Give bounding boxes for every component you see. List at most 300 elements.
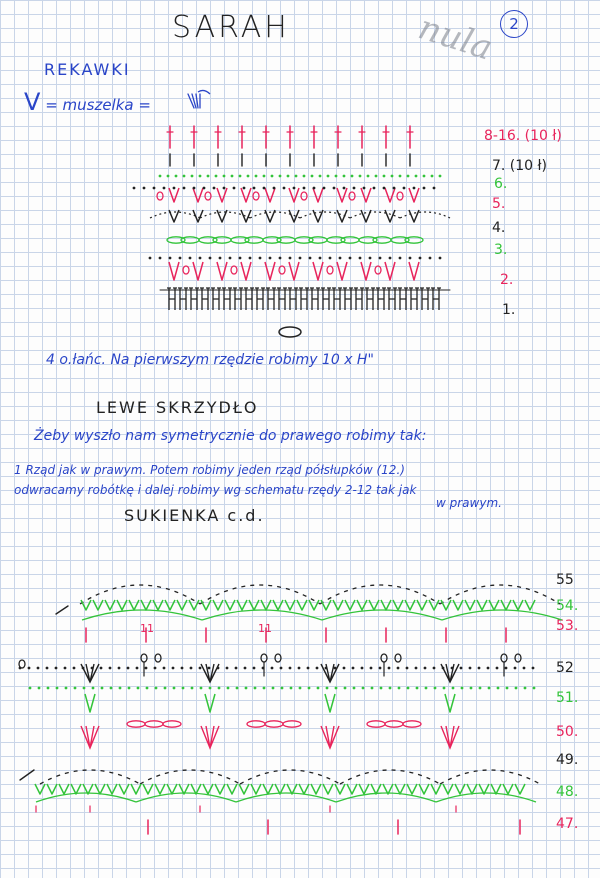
chain-dot [263, 187, 266, 190]
h-stitch [200, 288, 210, 310]
chain-dot [255, 175, 258, 178]
chain-loop [283, 721, 301, 727]
shell-v [203, 784, 213, 794]
shell-v [191, 784, 201, 794]
h-stitch [167, 288, 177, 310]
chain-dot [219, 257, 222, 260]
chain-dot [371, 687, 374, 690]
chain-dot [303, 175, 306, 178]
chain-loop [385, 721, 403, 727]
shell-v [169, 210, 179, 222]
shell-v [347, 784, 357, 794]
shell-fan [81, 726, 99, 748]
chain-dot [523, 667, 526, 670]
chain-dot [307, 667, 310, 670]
chain-dot [398, 687, 401, 690]
shell-v [393, 600, 403, 610]
chain-dot [433, 667, 436, 670]
chain-dot [514, 667, 517, 670]
chain-dot [317, 687, 320, 690]
chain-dot [236, 687, 239, 690]
chain-dot [532, 667, 535, 670]
chain-dot [407, 175, 410, 178]
picot [327, 266, 333, 274]
chain-dot [359, 175, 362, 178]
shell-v [285, 600, 295, 610]
chain-dot [434, 687, 437, 690]
chain-dot [497, 687, 500, 690]
shell-v [491, 784, 501, 794]
chain-dot [352, 667, 355, 670]
chain-dot [375, 175, 378, 178]
chain-loop [265, 721, 283, 727]
shell-v [85, 694, 95, 712]
shell-v [261, 600, 271, 610]
shell-v [241, 262, 251, 280]
chain-arc [440, 585, 560, 604]
chain-dot [199, 257, 202, 260]
chain-dot [249, 257, 252, 260]
picot [397, 192, 403, 200]
shell-v [105, 600, 115, 610]
chain-dot [409, 257, 412, 260]
shell-v [119, 784, 129, 794]
chain-dot [272, 687, 275, 690]
chain-dot [326, 687, 329, 690]
chain-dot [189, 257, 192, 260]
chain-dot [226, 667, 229, 670]
chain-arc [400, 212, 450, 218]
chain-dot [239, 257, 242, 260]
shell-v [299, 784, 309, 794]
shell-v [193, 262, 203, 280]
sleeve-row-label: 5. [492, 196, 506, 212]
chain-dot [213, 187, 216, 190]
chain-dot [167, 175, 170, 178]
chain-dot [351, 175, 354, 178]
chain-dot [190, 667, 193, 670]
chain-dot [223, 187, 226, 190]
shell-v [409, 262, 419, 280]
picot [279, 266, 285, 274]
shell-v [409, 210, 419, 222]
shell-v [323, 784, 333, 794]
shell-v [503, 784, 513, 794]
h-stitch [398, 288, 408, 310]
picot [19, 660, 25, 668]
shell-v [325, 694, 335, 712]
chain-dot [136, 667, 139, 670]
chain-arc [80, 585, 200, 604]
chain-dot [207, 175, 210, 178]
green-arc [236, 793, 336, 802]
shell-v [445, 694, 455, 712]
chain-dot [429, 257, 432, 260]
chain-dot [460, 667, 463, 670]
chain-dot [479, 687, 482, 690]
h-stitch [321, 288, 331, 310]
shell-v [467, 784, 477, 794]
h-stitch [365, 288, 375, 310]
chain-loop [163, 721, 181, 727]
picot [395, 654, 401, 662]
chain-dot [383, 175, 386, 178]
shell-v [407, 784, 417, 794]
chain-dot [424, 667, 427, 670]
legend-symbol: V [24, 88, 41, 116]
shell-v [337, 262, 347, 280]
shell-v [169, 262, 179, 280]
chain-dot [344, 687, 347, 690]
chain-dot [38, 687, 41, 690]
shell-v [143, 784, 153, 794]
chain-dot [287, 175, 290, 178]
h-stitch [310, 288, 320, 310]
shell-v [405, 600, 415, 610]
chain-dot [239, 175, 242, 178]
shell-v [345, 600, 355, 610]
chain-dot [327, 175, 330, 178]
chain-arc [440, 770, 540, 784]
chain-dot [333, 187, 336, 190]
h-stitch [244, 288, 254, 310]
chain-dot [423, 175, 426, 178]
green-arc [322, 610, 442, 620]
chain-dot [388, 667, 391, 670]
shell-v [321, 600, 331, 610]
chain-dot [164, 687, 167, 690]
sleeve-row-label: 1. [502, 302, 516, 318]
chain-dot [91, 667, 94, 670]
chain-dot [217, 667, 220, 670]
chain-dot [524, 687, 527, 690]
chain-dot [172, 667, 175, 670]
chain-dot [293, 187, 296, 190]
chain-dot [271, 175, 274, 178]
chain-dot [218, 687, 221, 690]
shell-v [419, 784, 429, 794]
chain-dot [335, 175, 338, 178]
shell-v [311, 784, 321, 794]
shell-v [155, 784, 165, 794]
shell-fan [201, 726, 219, 748]
chain-dot [29, 687, 32, 690]
chain-dot [200, 687, 203, 690]
shell-v [417, 600, 427, 610]
h-stitch [222, 288, 232, 310]
chain-dot [118, 667, 121, 670]
chain-dot [325, 667, 328, 670]
symmetry-note: Żeby wyszło nam symetrycznie do prawego robimy tak: [34, 428, 427, 444]
h-stitch [354, 288, 364, 310]
dress-row-label: 51. [556, 690, 579, 706]
chain-dot [363, 187, 366, 190]
chain-dot [425, 687, 428, 690]
shell-fan [201, 664, 219, 682]
shell-v [215, 784, 225, 794]
green-arc [436, 793, 536, 802]
pattern-title: SARAH [172, 10, 290, 45]
chain-dot [182, 687, 185, 690]
green-arc [202, 610, 322, 620]
shell-v [217, 188, 227, 202]
chain-dot [263, 175, 266, 178]
chain-dot [154, 667, 157, 670]
chain-loop [213, 237, 231, 243]
chain-dot [37, 667, 40, 670]
chain-dot [319, 175, 322, 178]
shell-v [359, 784, 369, 794]
shell-v [225, 600, 235, 610]
picot [515, 654, 521, 662]
shell-v [429, 600, 439, 610]
green-arc [136, 793, 236, 802]
chain-dot [373, 187, 376, 190]
shell-fan [321, 726, 339, 748]
shell-v [313, 210, 323, 222]
shell-v [371, 784, 381, 794]
shell-v [205, 694, 215, 712]
shell-v [357, 600, 367, 610]
chain-dot [439, 175, 442, 178]
picot [349, 192, 355, 200]
h-stitch [189, 288, 199, 310]
chain-dot [191, 687, 194, 690]
picot [301, 192, 307, 200]
chain-dot [399, 175, 402, 178]
chain-loop [341, 237, 359, 243]
shell-fan [81, 664, 99, 682]
chain-dot [262, 667, 265, 670]
shell-v [239, 784, 249, 794]
chain-dot [443, 687, 446, 690]
chain-loop [145, 721, 163, 727]
shell-v [455, 784, 465, 794]
chain-dot [393, 187, 396, 190]
chain-dot [389, 257, 392, 260]
shell-v [501, 600, 511, 610]
chain-dot [279, 257, 282, 260]
chain-dot [253, 187, 256, 190]
chain-dot [208, 667, 211, 670]
shell-v [337, 188, 347, 202]
h-stitch [376, 288, 386, 310]
chain-dot [46, 667, 49, 670]
instruction-line: 1 Rząd jak w prawym. Potem robimy jeden rząd półsłupków (12.) [14, 463, 405, 477]
dress-row-label: 52 [556, 660, 574, 676]
shell-v [201, 600, 211, 610]
shell-fan [321, 664, 339, 682]
sleeve-row-label: 4. [492, 220, 506, 236]
shell-v [117, 600, 127, 610]
dress-row-label: 50. [556, 724, 579, 740]
chain-loop [373, 237, 391, 243]
chain-dot [389, 687, 392, 690]
shell-v [333, 600, 343, 610]
shell-v [35, 784, 45, 794]
chain-dot [289, 667, 292, 670]
chain-dot [298, 667, 301, 670]
chain-dot [209, 687, 212, 690]
dress-row-label: 47. [556, 816, 579, 832]
green-arc [82, 610, 202, 620]
dress-row-label: 55 [556, 572, 574, 588]
chain-dot [415, 667, 418, 670]
page-number: 2 [500, 10, 528, 38]
shell-v [395, 784, 405, 794]
picot [205, 192, 211, 200]
legend-shell-icon [196, 94, 198, 108]
chain-dot [343, 187, 346, 190]
chain-dot [271, 667, 274, 670]
chain-dot [415, 175, 418, 178]
chain-arc [240, 770, 340, 784]
chain-dot [223, 175, 226, 178]
chain-dot [343, 175, 346, 178]
chain-dot [55, 667, 58, 670]
shell-v [95, 784, 105, 794]
shell-v [443, 784, 453, 794]
shell-v [385, 262, 395, 280]
h-stitch [266, 288, 276, 310]
chain-dot [308, 687, 311, 690]
chain-dot [143, 187, 146, 190]
chain-loop [181, 237, 199, 243]
chain-dot [283, 187, 286, 190]
shell-v [489, 600, 499, 610]
chain-loop [405, 237, 423, 243]
chain-dot [533, 687, 536, 690]
shell-v [177, 600, 187, 610]
chain-dot [343, 667, 346, 670]
shell-v [263, 784, 273, 794]
watermark: nula [413, 7, 498, 69]
row53-mark: 11 [258, 622, 272, 635]
chain-arc [340, 770, 440, 784]
chain-dot [269, 257, 272, 260]
chain-dot [319, 257, 322, 260]
chain-dot [227, 687, 230, 690]
chain-dot [470, 687, 473, 690]
chain-dot [263, 687, 266, 690]
chain-dot [28, 667, 31, 670]
chain-dot [416, 687, 419, 690]
chain-loop [403, 721, 421, 727]
chain-dot [433, 187, 436, 190]
chain-dot [303, 187, 306, 190]
shell-v [71, 784, 81, 794]
chain-dot [469, 667, 472, 670]
h-stitch [299, 288, 309, 310]
h-stitch [409, 288, 419, 310]
sleeve-row-label: 7. (10 ł) [492, 158, 547, 174]
chain-dot [65, 687, 68, 690]
chain-dot [203, 187, 206, 190]
shell-v [381, 600, 391, 610]
chain-dot [313, 187, 316, 190]
picot [381, 654, 387, 662]
left-front-heading: LEWE SKRZYDŁO [96, 398, 259, 417]
chain-dot [119, 687, 122, 690]
shell-v [385, 210, 395, 222]
shell-v [47, 784, 57, 794]
chain-dot [295, 175, 298, 178]
shell-v [477, 600, 487, 610]
shell-v [265, 262, 275, 280]
shell-v [453, 600, 463, 610]
h-stitch [178, 288, 188, 310]
chain-loop [367, 721, 385, 727]
chain-dot [273, 187, 276, 190]
dress-row-label: 53. [556, 618, 579, 634]
shell-v [241, 188, 251, 202]
chain-dot [379, 667, 382, 670]
shell-v [129, 600, 139, 610]
chain-dot [439, 257, 442, 260]
chain-dot [397, 667, 400, 670]
shell-v [385, 188, 395, 202]
shell-fan [441, 726, 459, 748]
picot [231, 266, 237, 274]
chain-dot [413, 187, 416, 190]
chain-dot [56, 687, 59, 690]
chain-loop [277, 237, 295, 243]
shell-v [169, 188, 179, 202]
shell-fan [441, 664, 459, 682]
shell-v [525, 600, 535, 610]
picot [501, 654, 507, 662]
green-arc [442, 610, 562, 620]
picot [375, 266, 381, 274]
chain-loop [127, 721, 145, 727]
chain-dot [406, 667, 409, 670]
chain-dot [128, 687, 131, 690]
shell-v [107, 784, 117, 794]
shell-v [59, 784, 69, 794]
chain-dot [92, 687, 95, 690]
shell-v [227, 784, 237, 794]
shell-v [193, 188, 203, 202]
chain-dot [191, 175, 194, 178]
h-stitch [233, 288, 243, 310]
edge-stitch [56, 606, 68, 614]
chain-dot [299, 257, 302, 260]
chain-dot [369, 257, 372, 260]
chain-dot [109, 667, 112, 670]
shell-v [441, 600, 451, 610]
shell-v [431, 784, 441, 794]
chain-dot [452, 687, 455, 690]
chain-dot [339, 257, 342, 260]
chain-dot [407, 687, 410, 690]
h-stitch [211, 288, 221, 310]
chain-dot [515, 687, 518, 690]
chain-dot [311, 175, 314, 178]
h-stitch [255, 288, 265, 310]
shell-v [265, 188, 275, 202]
chain-dot [169, 257, 172, 260]
chain-dot [442, 667, 445, 670]
sleeve-note: 4 o.łańc. Na pierwszym rzędzie robimy 10 x H" [46, 352, 374, 368]
chain-dot [199, 667, 202, 670]
sleeve-row-label: 8-16. (10 ł) [484, 128, 562, 144]
chain-dot [173, 687, 176, 690]
shell-v [81, 600, 91, 610]
chain-dot [349, 257, 352, 260]
h-stitch [332, 288, 342, 310]
green-arc [336, 793, 436, 802]
chain-dot [419, 257, 422, 260]
